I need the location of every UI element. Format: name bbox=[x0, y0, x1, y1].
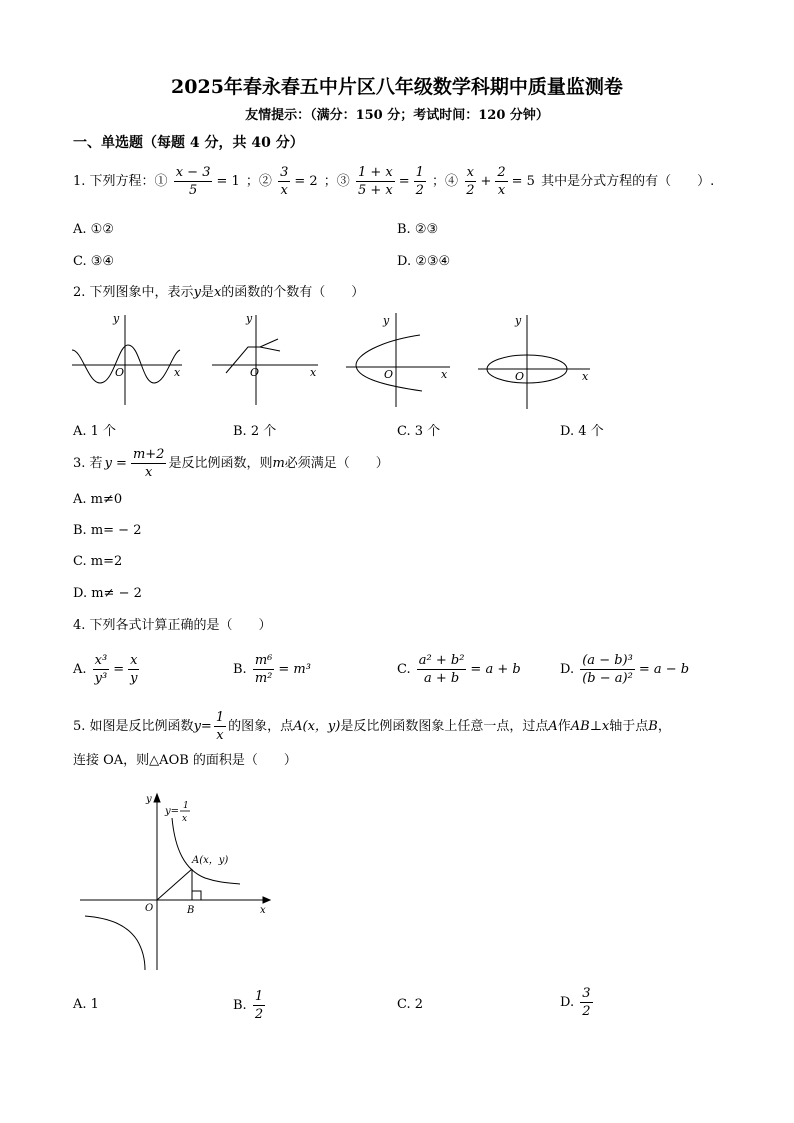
option-label: A. bbox=[73, 662, 87, 677]
q2-option-c[interactable]: C. 3 个 bbox=[397, 424, 441, 439]
graph-c-parabola bbox=[346, 313, 450, 407]
option-a-fraction: $\frac{\text{x³}}{\text{y³}}$ bbox=[94, 653, 108, 686]
graph-c-y-label: y bbox=[383, 314, 390, 327]
option-d-fraction: $\frac{3}{2}$ bbox=[582, 986, 591, 1019]
fig-function-num: 1 bbox=[183, 801, 189, 811]
function-lhs: y= bbox=[193, 719, 212, 734]
separator: ；② bbox=[245, 174, 272, 189]
equals-sign: = bbox=[398, 173, 410, 189]
graph-d-origin: O bbox=[515, 370, 525, 383]
question-stem: 是 bbox=[200, 285, 214, 300]
question-stem: 下列各式计算正确的是（ ） bbox=[89, 618, 272, 633]
q5-option-b[interactable] bbox=[233, 988, 267, 1023]
option-label: B. bbox=[233, 998, 247, 1013]
graph-b-x-label: x bbox=[310, 366, 317, 379]
question-stem: 作 bbox=[557, 719, 571, 734]
hyperbola-branch-2 bbox=[85, 916, 145, 970]
question-stem: 是反比例函数图象上任意一点，过点 bbox=[340, 719, 549, 734]
exam-tips: 友情提示：（满分：150 分；考试时间：120 分钟） bbox=[245, 108, 549, 123]
fig-origin: O bbox=[145, 903, 154, 914]
var-x: x bbox=[213, 285, 222, 300]
question-stem: 下列图象中，表示 bbox=[89, 285, 194, 300]
q4-option-a[interactable] bbox=[73, 652, 142, 687]
graph-b-broken-line bbox=[212, 315, 318, 405]
point-a-label: A(x，y) bbox=[293, 719, 341, 734]
function-fraction: $\frac{m+2}{x}$ bbox=[132, 447, 165, 480]
function-lhs: y = bbox=[104, 455, 127, 471]
question-stem: 的函数的个数有（ ） bbox=[221, 285, 365, 300]
separator: ；④ bbox=[432, 174, 459, 189]
fig-x-label: x bbox=[260, 905, 266, 916]
graph-a-x-label: x bbox=[174, 366, 181, 379]
q3-option-b[interactable]: B. m= − 2 bbox=[73, 523, 142, 538]
equation-3-rhs-fraction: $\frac{1}{2}$ bbox=[415, 165, 424, 198]
var-m: m bbox=[272, 456, 285, 471]
question-5-line-1 bbox=[73, 709, 671, 744]
option-a-rhs-fraction: $\frac{x}{y}$ bbox=[130, 653, 138, 686]
q5-figure bbox=[75, 790, 275, 975]
q4-option-b[interactable] bbox=[233, 652, 313, 687]
q5-option-a[interactable]: A. 1 bbox=[73, 997, 99, 1012]
question-number: 3. bbox=[73, 456, 86, 471]
option-b-fraction: $\frac{1}{2}$ bbox=[254, 989, 264, 1022]
q2-option-d[interactable]: D. 4 个 bbox=[560, 424, 604, 439]
perpendicular-expr: AB⊥x bbox=[570, 719, 610, 734]
question-stem: 是反比例函数，则 bbox=[168, 456, 273, 471]
q1-option-a[interactable]: A. ①② bbox=[73, 222, 114, 237]
function-fraction: $\frac{1}{x}$ bbox=[215, 710, 225, 743]
question-2 bbox=[73, 284, 364, 302]
graph-c-origin: O bbox=[384, 368, 394, 381]
q4-option-d[interactable] bbox=[560, 652, 691, 687]
graph-d-x-label: x bbox=[582, 370, 589, 383]
question-stem: 的图象，点 bbox=[228, 719, 294, 734]
question-stem: 下列方程：① bbox=[89, 174, 168, 189]
fig-function-lhs: y= bbox=[165, 806, 180, 817]
graph-b-origin: O bbox=[250, 366, 260, 379]
graph-b-y-label: y bbox=[246, 312, 253, 325]
option-b-fraction: $\frac{\text{m⁶}}{\text{m²}}$ bbox=[254, 653, 273, 686]
question-4 bbox=[73, 617, 272, 635]
q1-option-c[interactable]: C. ③④ bbox=[73, 254, 115, 269]
equation-4-fraction-a: $\frac{x}{2}$ bbox=[466, 165, 475, 198]
fig-y-label: y bbox=[146, 794, 152, 805]
graph-a-sine bbox=[72, 315, 182, 405]
q4-option-c[interactable] bbox=[397, 652, 523, 687]
option-label: C. bbox=[397, 662, 411, 677]
question-number: 5. bbox=[73, 719, 86, 734]
var-y: y bbox=[193, 285, 201, 300]
hyperbola-branch-1 bbox=[172, 818, 240, 884]
question-1 bbox=[73, 164, 714, 199]
q2-graphs bbox=[60, 305, 620, 415]
q5-option-c[interactable]: C. 2 bbox=[397, 997, 424, 1012]
separator: ；③ bbox=[323, 174, 350, 189]
graph-d-y-label: y bbox=[515, 314, 522, 327]
q1-option-b[interactable]: B. ②③ bbox=[397, 222, 439, 237]
question-stem: 如图是反比例函数 bbox=[89, 719, 194, 734]
question-number: 1. bbox=[73, 174, 86, 189]
option-label: D. bbox=[560, 662, 575, 677]
page-title: 2025年春永春五中片区八年级数学科期中质量监测卷 bbox=[171, 76, 623, 98]
fig-point-b: B bbox=[187, 905, 195, 916]
q3-option-c[interactable]: C. m=2 bbox=[73, 554, 123, 569]
q2-option-b[interactable]: B. 2 个 bbox=[233, 424, 277, 439]
graph-a-y-label: y bbox=[113, 312, 120, 325]
x-axis-arrow bbox=[263, 897, 270, 903]
equation-4-fraction-b: $\frac{2}{x}$ bbox=[497, 165, 506, 198]
equation-1-rhs: = 1 bbox=[216, 173, 240, 189]
question-stem: 若 bbox=[89, 456, 103, 471]
punctuation: ， bbox=[657, 719, 671, 734]
graph-a-origin: O bbox=[115, 366, 125, 379]
equation-1-fraction: $\frac{x - 3}{5}$ bbox=[175, 165, 211, 198]
q3-option-d[interactable]: D. m≠ − 2 bbox=[73, 586, 142, 601]
graph-c-x-label: x bbox=[441, 368, 448, 381]
question-stem: 必须满足（ ） bbox=[284, 456, 389, 471]
option-d-rhs: = a − b bbox=[638, 662, 690, 677]
point-a: A bbox=[548, 719, 558, 734]
fig-point-a: A(x，y) bbox=[192, 855, 229, 866]
fig-function-den: x bbox=[182, 814, 188, 824]
y-axis-arrow bbox=[154, 794, 160, 802]
question-5-line-2: 连接 OA，则△AOB 的面积是（ ） bbox=[73, 753, 297, 768]
equation-2-fraction: $\frac{3}{x}$ bbox=[280, 165, 289, 198]
plus-sign: + bbox=[480, 173, 492, 189]
option-label: B. bbox=[233, 662, 247, 677]
q1-option-d[interactable]: D. ②③④ bbox=[397, 254, 451, 269]
question-stem: 轴于点 bbox=[609, 719, 649, 734]
question-number: 2. bbox=[73, 285, 86, 300]
option-c-rhs: = a + b bbox=[470, 662, 521, 677]
question-tail: 其中是分式方程的有（ ）. bbox=[541, 174, 715, 189]
question-3 bbox=[73, 446, 389, 481]
right-angle-mark bbox=[192, 891, 201, 900]
segment-oa bbox=[157, 869, 192, 900]
point-b: B bbox=[648, 719, 658, 734]
q5-option-d[interactable] bbox=[560, 985, 595, 1020]
option-label: D. bbox=[560, 995, 575, 1010]
question-number: 4. bbox=[73, 618, 86, 633]
equation-2-rhs: = 2 bbox=[294, 173, 318, 189]
option-c-fraction: $\frac{\text{a² + b²}}{a + b}$ bbox=[418, 653, 465, 686]
equation-4-rhs: = 5 bbox=[511, 173, 535, 189]
equation-3-fraction: $\frac{1 + x}{5 + x}$ bbox=[357, 165, 393, 198]
option-d-fraction: $\frac{\text{(a − b)³}}{\text{(b − a)²}}$ bbox=[582, 653, 633, 686]
option-b-rhs: = m³ bbox=[278, 662, 311, 677]
q3-option-a[interactable]: A. m≠0 bbox=[73, 492, 123, 507]
q2-option-a[interactable]: A. 1 个 bbox=[73, 424, 117, 439]
graph-d-ellipse bbox=[478, 315, 590, 409]
section-title: 一、单选题（每题 4 分，共 40 分） bbox=[73, 135, 304, 151]
equals-sign: = bbox=[113, 662, 125, 677]
